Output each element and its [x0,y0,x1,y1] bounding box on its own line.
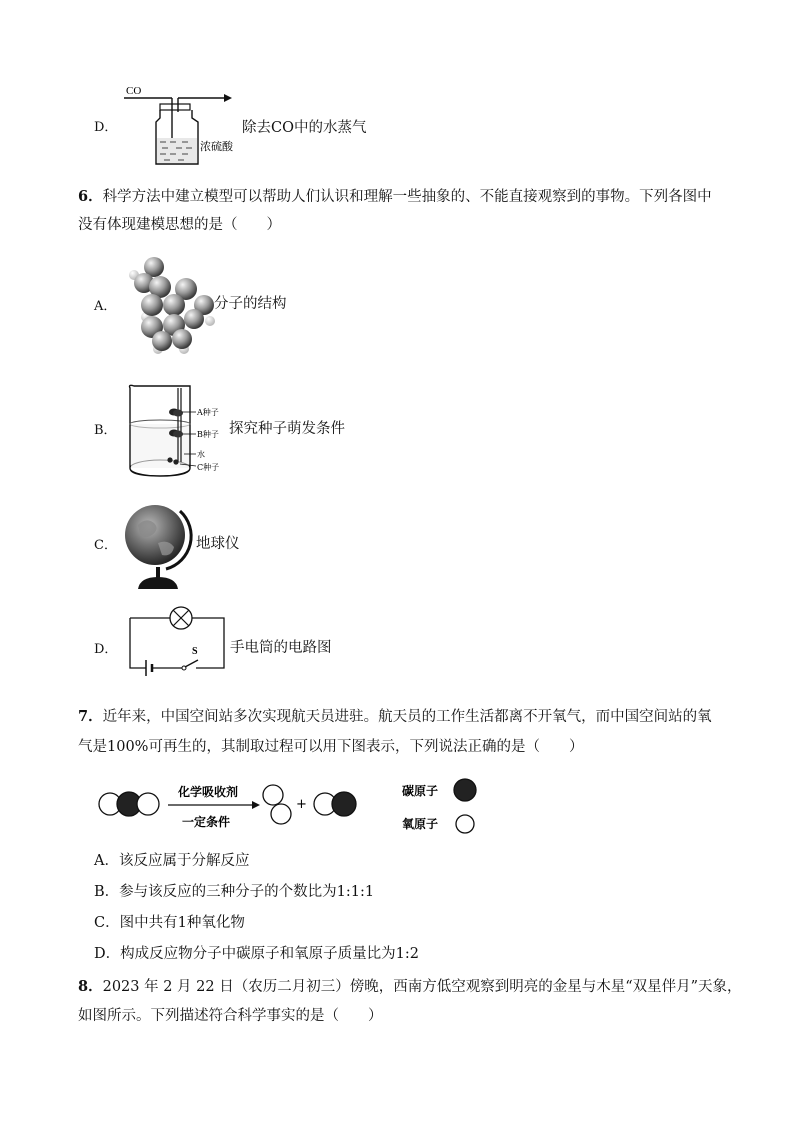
legend-oxygen-atom [456,815,474,833]
q6-stem-line2: 没有体现建模思想的是（ ） [78,217,281,233]
q7-option-d-text: 构成反应物分子中碳原子和氧原子质量比为1:2 [120,946,419,962]
seed-b-label: B种子 [197,430,219,439]
q8-number: 8． [78,978,103,995]
water-label: 水 [197,450,205,459]
legend-carbon-label: 碳原子 [402,784,439,798]
q6-number: 6． [78,188,103,205]
q6-option-b-text: 探究种子萌发条件 [229,421,345,437]
q7-option-c-letter: C． [94,915,120,931]
product-o2-atom-1 [263,785,283,805]
q7-number: 7． [78,708,103,725]
legend-oxygen-label: 氧原子 [402,817,439,831]
concentrated-sulfuric-acid-label: 浓硫酸 [200,140,233,153]
q7-option-b[interactable] [94,882,374,902]
q6-option-a-letter: A． [94,299,117,314]
seed-a-label: A种子 [197,408,219,417]
q6-option-d-text: 手电筒的电路图 [230,640,332,656]
seed-germination-beaker [124,382,229,482]
product-o2-atom-2 [271,804,291,824]
q8-stem-line1 [78,977,742,997]
q6-option-c-text: 地球仪 [196,536,240,552]
q7-option-d[interactable] [94,944,419,964]
q7-option-b-text: 参与该反应的三种分子的个数比为1:1:1 [119,884,375,900]
q7-option-a[interactable] [94,851,249,871]
seed-c-label: C种子 [197,463,220,472]
q6-option-c-letter: C． [94,538,117,553]
q7-stem-line2: 气是100%可再生的，其制取过程可以用下图表示，下列说法正确的是（ ） [78,739,584,755]
q7-option-a-text: 该反应属于分解反应 [118,853,250,869]
q5-option-d-letter: D． [94,120,118,135]
q8-stem-line2: 如图所示。下列描述符合科学事实的是（ ） [78,1008,383,1024]
arrow-top-label: 化学吸收剂 [178,785,239,799]
arrow-bottom-label: 一定条件 [182,815,231,829]
q6-option-d-letter: D． [94,642,118,657]
reaction-diagram [96,774,496,834]
q8-line1-text: 2023 年 2 月 22 日（农历二月初三）傍晚，西南方低空观察到明亮的金星与木星“双星伴月”天象， [102,979,742,995]
product-co-carbon [332,792,356,816]
switch-s-label: S [192,646,198,657]
q7-option-c-text: 图中共有1种氧化物 [119,915,245,931]
q6-option-a-text: 分子的结构 [214,296,287,312]
q7-line1-text: 近年来，中国空间站多次实现航天员进驻。航天员的工作生活都离不开氧气，而中国空间站的氧 [102,709,712,725]
flashlight-circuit-diagram [126,604,226,684]
q6-stem-line1 [78,187,712,207]
q7-option-c[interactable] [94,913,245,933]
molecule-ball-model [124,255,219,355]
q6-line1-text: 科学方法中建立模型可以帮助人们认识和理解一些抽象的、不能直接观察到的事物。下列各图中 [102,189,712,205]
q7-stem-line1 [78,707,712,727]
gas-washing-bottle-diagram [120,82,240,172]
q5-option-d-text: 除去CO中的水蒸气 [242,120,367,136]
co-label: CO [126,85,142,97]
q6-option-b-letter: B． [94,423,117,438]
q7-option-a-letter: A． [94,853,119,869]
q7-option-d-letter: D． [94,946,121,962]
reactant-oxygen-atom-right [137,793,159,815]
q7-option-b-letter: B． [94,884,120,900]
globe-icon [122,497,194,593]
legend-carbon-atom [454,779,476,801]
plus-sign: + [296,797,307,812]
